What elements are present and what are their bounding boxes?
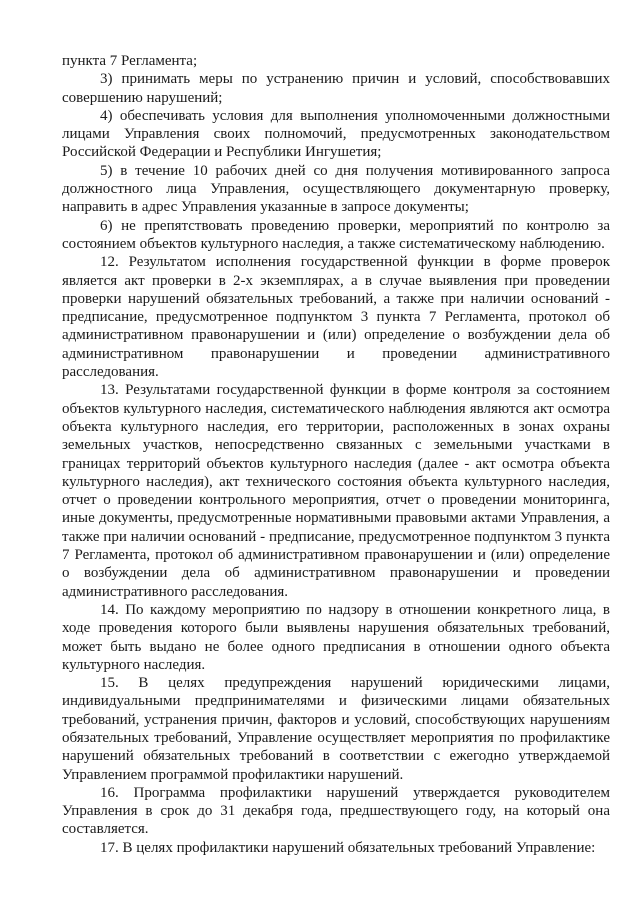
paragraph-item-5: 5) в течение 10 рабочих дней со дня получения мотивированного запроса должностного лица Управления, осуществляющего документарную проверку, направить в адрес Управления указанные в запросе документы; <box>62 162 610 216</box>
paragraph-section-12: 12. Результатом исполнения государственной функции в форме проверок является акт проверки в 2-х экземплярах, а в случае выявления при проведении проверки нарушений обязательных требований, а также при наличии оснований - предписание, предусмотренное подпунктом 3 пункта 7 Регламента, протокол об административном правонарушении и (или) определение о возбуждении дела об административном правонарушении и проведении административного расследования. <box>62 254 610 381</box>
paragraph-section-13: 13. Результатами государственной функции в форме контроля за состоянием объектов культурного наследия, систематического наблюдения являются акт осмотра объекта культурного наследия, его территории, расположенных в зонах охраны земельных участков, непосредственно связанных с земельными участками в границах территорий объектов культурного наследия (далее - акт осмотра объекта культурного наследия), акт технического состояния объекта культурного наследия, отчет о проведении контрольного мероприятия, отчет о проведении мониторинга, иные документы, предусмотренные нормативными правовыми актами Управления, а также при наличии оснований - предписание, предусмотренное подпунктом 3 пункта 7 Регламента, протокол об административном правонарушении и (или) определение о возбуждении дела об административном правонарушении и проведении административного расследования. <box>62 382 610 600</box>
paragraph-punkt-7-end: пункта 7 Регламента; <box>62 53 198 69</box>
paragraph-item-4: 4) обеспечивать условия для выполнения уполномоченными должностными лицами Управления своих полномочий, предусмотренных законодательством Российской Федерации и Республики Ингушетия; <box>62 107 610 161</box>
document-page <box>62 52 610 857</box>
paragraph-section-15: 15. В целях предупреждения нарушений юридическими лицами, индивидуальными предпринимателями и физическими лицами обязательных требований, устранения причин, факторов и условий, способствующих нарушениям обязательных требований, Управление осуществляет мероприятия по профилактике нарушений обязательных требований в соответствии с ежегодно утверждаемой Управлением программой профилактики нарушений. <box>62 675 610 783</box>
paragraph-item-6: 6) не препятствовать проведению проверки, мероприятий по контролю за состоянием объектов культурного наследия, а также систематическому наблюдению. <box>62 217 610 252</box>
paragraph-section-17: 17. В целях профилактики нарушений обязательных требований Управление: <box>100 839 596 856</box>
paragraph-item-3: 3) принимать меры по устранению причин и условий, способствовавших совершению нарушений; <box>62 71 610 106</box>
paragraph-section-14: 14. По каждому мероприятию по надзору в отношении конкретного лица, в ходе проведения которого были выявлены нарушения обязательных требований, может быть выдано не более одного предписания в отношении одного объекта культурного наследия. <box>62 601 610 673</box>
paragraph-section-16: 16. Программа профилактики нарушений утверждается руководителем Управления в срок до 31 декабря года, предшествующего году, на который она составляется. <box>62 784 610 838</box>
